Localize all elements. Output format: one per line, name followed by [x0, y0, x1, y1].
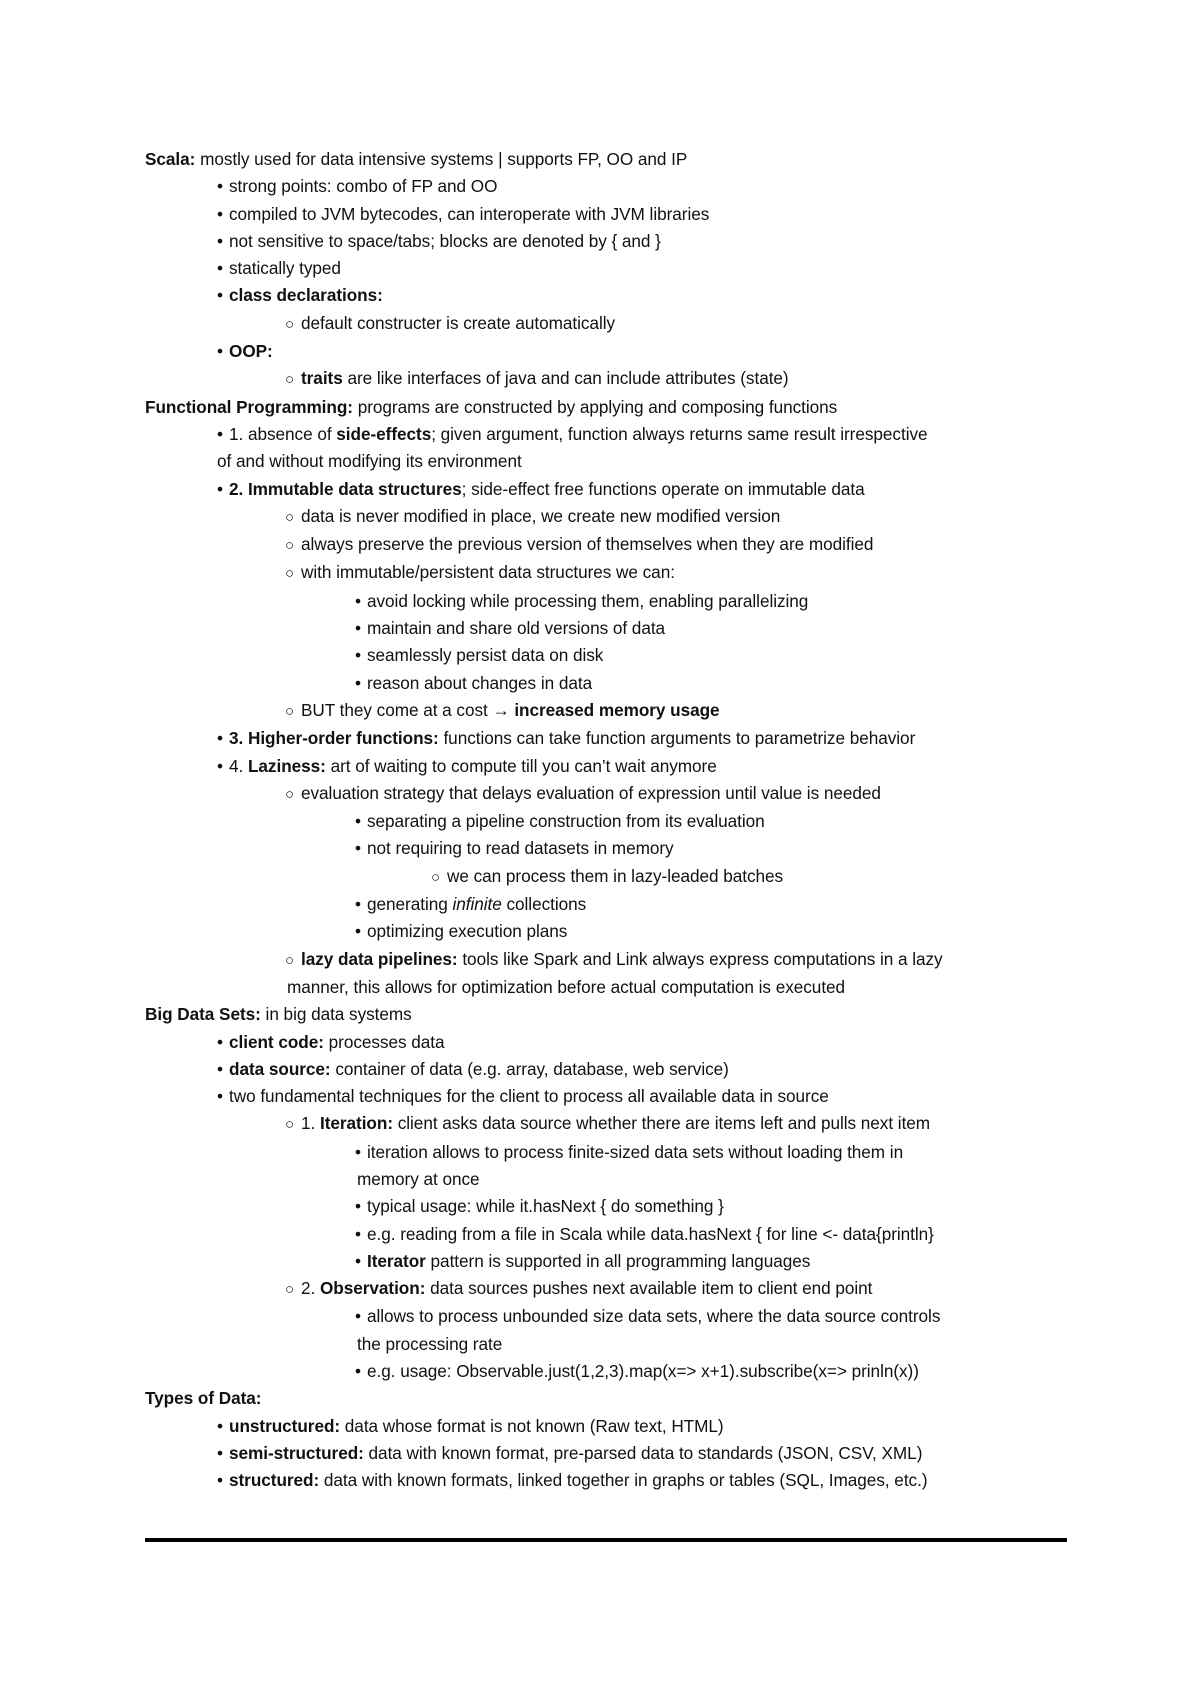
circle-bullet-icon: ○ — [285, 702, 295, 720]
fp-point-2-sub: ○ always preserve the previous version of themselves when they are modified — [145, 531, 1075, 559]
bullet-icon: • — [217, 1415, 223, 1436]
bds-heading: Big Data Sets: — [145, 1004, 261, 1025]
bullet-icon: • — [355, 1223, 361, 1244]
circle-bullet-icon: ○ — [285, 371, 295, 389]
bullet-icon: • — [217, 1086, 223, 1107]
bullet-icon: • — [355, 672, 361, 693]
circle-bullet-icon: ○ — [285, 565, 295, 583]
fp-can-item: • maintain and share old versions of data — [145, 615, 1075, 642]
bds-iteration: ○ 1. Iteration: client asks data source whether there are items left and pulls next item — [145, 1110, 1075, 1138]
bullet-icon: • — [217, 176, 223, 197]
bullet-icon: • — [217, 1442, 223, 1463]
bds-iteration-item: • Iterator pattern is supported in all programming languages — [145, 1248, 1075, 1275]
fp-point-2: • 2. Immutable data structures; side-effect free functions operate on immutable data — [145, 476, 1075, 503]
fp-description: programs are constructed by applying and composing functions — [352, 396, 838, 417]
bullet-icon: • — [217, 423, 223, 444]
bds-observation-item: • e.g. usage: Observable.just(1,2,3).map(x=> x+1).subscribe(x=> prinln(x)) — [145, 1358, 1075, 1385]
circle-bullet-icon: ○ — [285, 315, 295, 333]
types-item: • unstructured: data whose format is not known (Raw text, HTML) — [145, 1413, 1075, 1440]
fp-point-1: • 1. absence of side-effects; given argument, function always returns same result irrespective — [145, 421, 1075, 448]
bds-item: • two fundamental techniques for the client to process all available data in source — [145, 1083, 1075, 1110]
fp-point-1-cont: of and without modifying its environment — [217, 451, 522, 472]
bullet-icon: • — [355, 1250, 361, 1271]
scala-heading: Scala: — [145, 149, 196, 169]
bds-item: • data source: container of data (e.g. array, database, web service) — [145, 1056, 1075, 1083]
bottom-divider — [145, 1538, 1067, 1542]
bds-observation-item-cont: the processing rate — [357, 1333, 503, 1354]
bullet-icon: • — [355, 1141, 361, 1162]
circle-bullet-icon: ○ — [285, 1281, 295, 1299]
scala-item: • strong points: combo of FP and OO — [145, 173, 1075, 200]
fp-lazy-pipelines-cont: manner, this allows for optimization before actual computation is executed — [287, 976, 846, 997]
fp-point-2-sub: ○ data is never modified in place, we create new modified version — [145, 503, 1075, 531]
bullet-icon: • — [355, 645, 361, 666]
scala-item: • not sensitive to space/tabs; blocks are denoted by { and } — [145, 228, 1075, 255]
bullet-icon: • — [217, 1031, 223, 1052]
class-declarations-sub: ○ default constructer is create automatically — [145, 310, 1075, 338]
circle-bullet-icon: ○ — [285, 951, 295, 969]
bullet-icon: • — [217, 285, 223, 306]
fp-lazy-pipelines: ○ lazy data pipelines: tools like Spark and Link always express computations in a lazy — [145, 946, 1075, 974]
scala-item-class-declarations: • class declarations: — [145, 282, 1075, 309]
bullet-icon: • — [355, 894, 361, 915]
bds-observation: ○ 2. Observation: data sources pushes next available item to client end point — [145, 1275, 1075, 1303]
scala-description: mostly used for data intensive systems | supports FP, OO and IP — [195, 149, 688, 169]
bullet-icon: • — [217, 230, 223, 251]
fp-point-4-eval: ○ evaluation strategy that delays evaluation of expression until value is needed — [145, 780, 1075, 808]
bullet-icon: • — [355, 811, 361, 832]
bullet-icon: • — [217, 258, 223, 279]
circle-bullet-icon: ○ — [285, 537, 295, 555]
bullet-icon: • — [217, 755, 223, 776]
bullet-icon: • — [355, 921, 361, 942]
bullet-icon: • — [355, 838, 361, 859]
bds-observation-item: • allows to process unbounded size data sets, where the data source controls — [145, 1303, 1075, 1330]
types-item: • structured: data with known formats, linked together in graphs or tables (SQL, Images, etc.) — [145, 1467, 1075, 1494]
bullet-icon: • — [355, 618, 361, 639]
fp-point-4-item: • generating infinite collections — [145, 891, 1075, 918]
circle-bullet-icon: ○ — [285, 508, 295, 526]
arrow-right-icon: → — [492, 699, 510, 720]
fp-point-4-item: • optimizing execution plans — [145, 918, 1075, 945]
types-heading: Types of Data: — [145, 1388, 262, 1409]
circle-bullet-icon: ○ — [285, 785, 295, 803]
scala-item: • statically typed — [145, 255, 1075, 282]
circle-bullet-icon: ○ — [431, 868, 441, 886]
fp-point-4-item: • separating a pipeline construction from its evaluation — [145, 808, 1075, 835]
bds-iteration-item: • iteration allows to process finite-sized data sets without loading them in — [145, 1139, 1075, 1166]
fp-point-4-item: • not requiring to read datasets in memory — [145, 835, 1075, 862]
circle-bullet-icon: ○ — [285, 1116, 295, 1134]
oop-sub: ○ traits are like interfaces of java and can include attributes (state) — [145, 365, 1075, 393]
bullet-icon: • — [217, 1058, 223, 1079]
fp-point-4: • 4. Laziness: art of waiting to compute till you can’t wait anymore — [145, 753, 1075, 780]
bullet-icon: • — [217, 1470, 223, 1491]
fp-point-3: • 3. Higher-order functions: functions can take function arguments to parametrize behavior — [145, 725, 1075, 752]
fp-heading: Functional Programming: — [145, 396, 353, 417]
bds-heading-line — [145, 1001, 1075, 1028]
scala-item: • compiled to JVM bytecodes, can interoperate with JVM libraries — [145, 201, 1075, 228]
fp-point-2-sub: ○ with immutable/persistent data structures we can: — [145, 559, 1075, 587]
bullet-icon: • — [217, 728, 223, 749]
bds-item: • client code: processes data — [145, 1029, 1075, 1056]
fp-can-item: • seamlessly persist data on disk — [145, 642, 1075, 669]
bullet-icon: • — [355, 590, 361, 611]
fp-can-item: • reason about changes in data — [145, 670, 1075, 697]
bds-iteration-item: • e.g. reading from a file in Scala while data.hasNext { for line <- data{println} — [145, 1221, 1075, 1248]
bds-iteration-item-cont: memory at once — [357, 1168, 480, 1189]
types-item: • semi-structured: data with known format, pre-parsed data to standards (JSON, CSV, XML) — [145, 1440, 1075, 1467]
bullet-icon: • — [217, 203, 223, 224]
notes-content — [145, 146, 1075, 1495]
scala-item-oop: • OOP: — [145, 338, 1075, 365]
types-heading-line — [145, 1385, 1075, 1412]
bullet-icon: • — [355, 1196, 361, 1217]
bullet-icon: • — [217, 341, 223, 362]
bullet-icon: • — [217, 478, 223, 499]
fp-point-4-batches: ○ we can process them in lazy-leaded batches — [145, 863, 1075, 891]
fp-heading-line — [145, 394, 1075, 421]
fp-can-item: • avoid locking while processing them, enabling parallelizing — [145, 588, 1075, 615]
bds-description: in big data systems — [260, 1004, 412, 1025]
bullet-icon: • — [355, 1361, 361, 1382]
bds-iteration-item: • typical usage: while it.hasNext { do something } — [145, 1193, 1075, 1220]
scala-heading-line — [145, 146, 1075, 173]
bullet-icon: • — [355, 1306, 361, 1327]
fp-point-2-cost: ○ BUT they come at a cost → increased memory usage — [145, 697, 1075, 725]
